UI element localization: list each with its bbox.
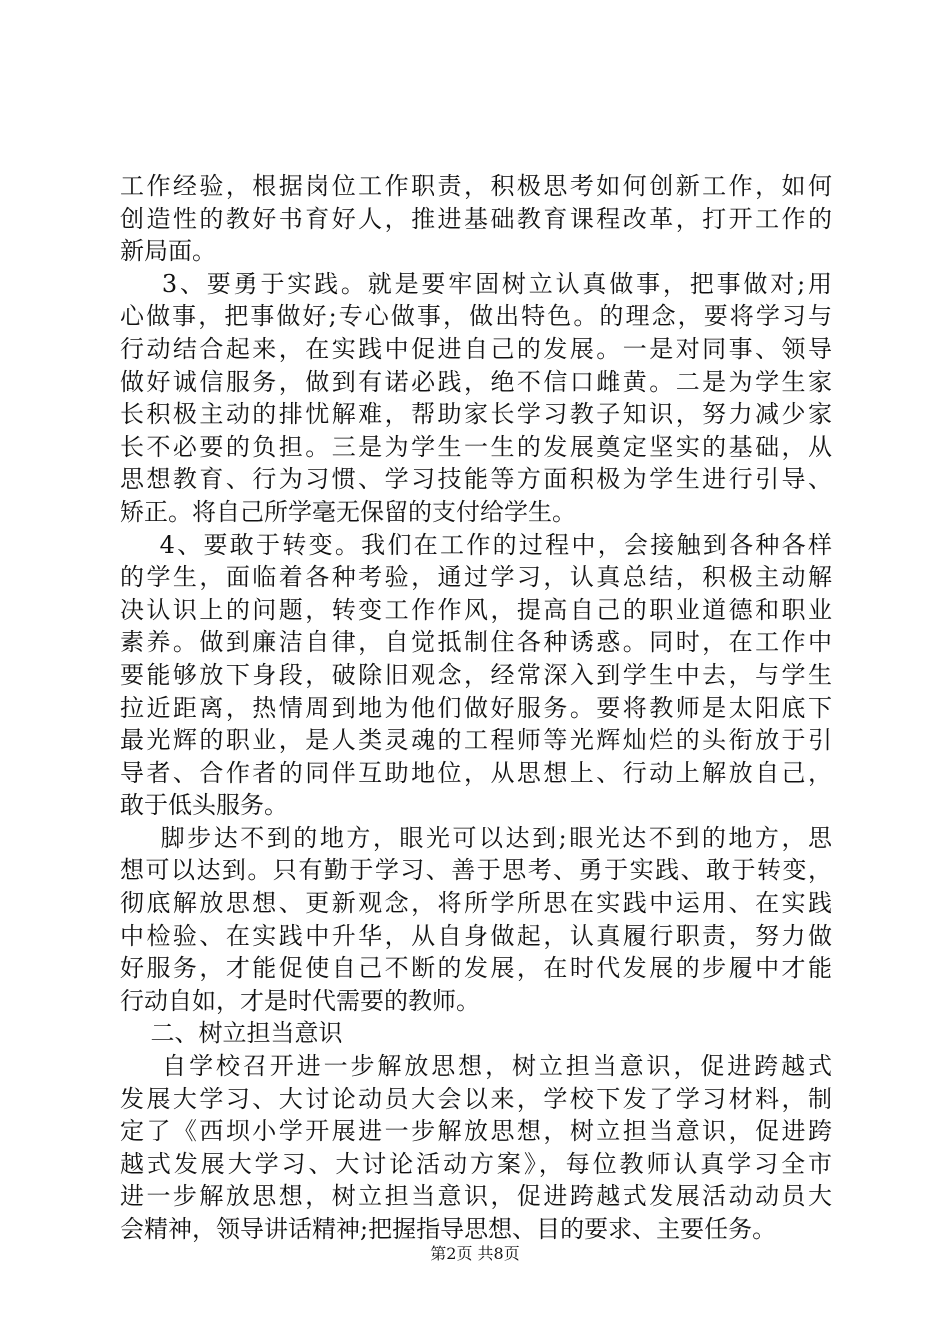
text-line: 定了《西坝小学开展进一步解放思想，树立担当意识，促进跨 (120, 1117, 832, 1146)
text-line: 想可以达到。只有勤于学习、善于思考、勇于实践、敢于转变， (120, 856, 832, 885)
text-line: 会精神，领导讲话精神;把握指导思想、目的要求、主要任务。 (120, 1215, 777, 1243)
text-line: 3、要勇于实践。就是要牢固树立认真做事，把事做对;用 (120, 269, 832, 298)
text-line: 思想教育、行为习惯、学习技能等方面积极为学生进行引导、 (120, 465, 832, 494)
text-line: 长积极主动的排忧解难，帮助家长学习教子知识，努力减少家 (120, 400, 832, 429)
text-line: 4、要敢于转变。我们在工作的过程中，会接触到各种各样 (120, 530, 832, 559)
page-number-label: 第2页 共8页 (430, 1244, 520, 1263)
text-line: 要能够放下身段，破除旧观念，经常深入到学生中去，与学生 (120, 660, 832, 689)
text-line: 做好诚信服务，做到有诺必践，绝不信口雌黄。二是为学生家 (120, 367, 832, 396)
text-line: 新局面。 (120, 237, 216, 266)
text-line: 创造性的教好书育好人，推进基础教育课程改革，打开工作的 (120, 204, 832, 233)
text-line: 发展大学习、大讨论动员大会以来，学校下发了学习材料，制 (120, 1084, 832, 1113)
text-line: 拉近距离，热情周到地为他们做好服务。要将教师是太阳底下 (120, 693, 832, 722)
text-line: 越式发展大学习、大讨论活动方案》，每位教师认真学习全市 (120, 1149, 832, 1178)
text-line: 行动结合起来，在实践中促进自己的发展。一是对同事、领导 (120, 334, 832, 363)
text-line: 最光辉的职业，是人类灵魂的工程师等光辉灿烂的头衔放于引 (120, 726, 832, 755)
text-line: 好服务，才能促使自己不断的发展，在时代发展的步履中才能 (120, 954, 832, 983)
text-line: 进一步解放思想，树立担当意识，促进跨越式发展活动动员大 (120, 1182, 832, 1211)
text-line: 工作经验，根据岗位工作职责，积极思考如何创新工作，如何 (120, 172, 832, 200)
text-line: 心做事，把事做好;专心做事，做出特色。的理念，要将学习与 (120, 302, 832, 331)
text-line: 素养。做到廉洁自律，自觉抵制住各种诱惑。同时，在工作中 (120, 628, 832, 657)
text-line: 自学校召开进一步解放思想，树立担当意识，促进跨越式 (120, 1052, 832, 1081)
text-line: 的学生，面临着各种考验，通过学习，认真总结，积极主动解 (120, 563, 832, 592)
text-line: 二、树立担当意识 (120, 1019, 343, 1048)
text-line: 矫正。将自己所学毫无保留的支付给学生。 (120, 497, 576, 526)
text-line: 彻底解放思想、更新观念，将所学所思在实践中运用、在实践 (120, 889, 832, 918)
text-line: 长不必要的负担。三是为学生一生的发展奠定坚实的基础，从 (120, 432, 832, 461)
text-line: 决认识上的问题，转变工作作风，提高自己的职业道德和职业 (120, 595, 832, 624)
text-line: 中检验、在实践中升华，从自身做起，认真履行职责，努力做 (120, 921, 832, 950)
text-line: 导者、合作者的同伴互助地位，从思想上、行动上解放自己， (120, 758, 832, 787)
text-line: 脚步达不到的地方，眼光可以达到;眼光达不到的地方，思 (120, 823, 832, 852)
page-footer (0, 1244, 950, 1264)
text-line: 行动自如，才是时代需要的教师。 (120, 986, 480, 1015)
text-line: 敢于低头服务。 (120, 791, 288, 820)
document-body (120, 170, 832, 1246)
